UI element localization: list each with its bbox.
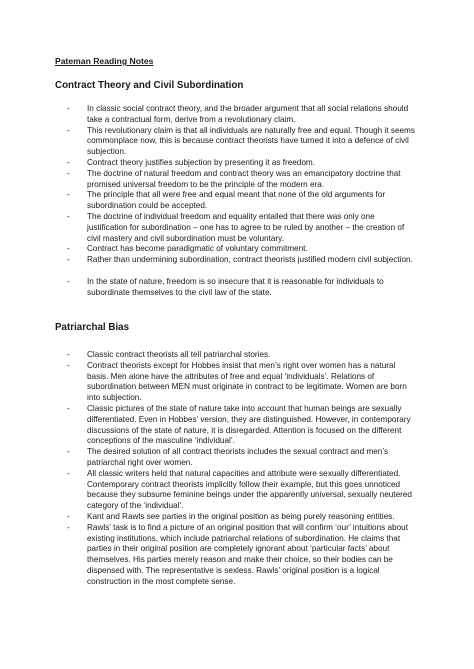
list-item-text: In classic social contract theory, and the broader argument that all social relations should take a contractual form, derive from a revolutionary claim. xyxy=(87,104,409,124)
list-item-text: The doctrine of natural freedom and contract theory was an emancipatory doctrine that promised universal freedom to be the principle of the modern era. xyxy=(87,168,401,189)
bullet-dash: - xyxy=(67,511,70,521)
list-item xyxy=(0,447,417,469)
bullet-dash: - xyxy=(67,168,70,178)
list-item xyxy=(0,104,417,126)
bullet-dash: - xyxy=(67,403,70,413)
document-title: Pateman Reading Notes xyxy=(55,56,154,66)
list-item-text: All classic writers held that natural capacities and attribute were sexually differentiated. Contemporary contract theorists implicitly follow their example, but this goes unnoticed because they subsume feminine beings under the apparently universal, sexually neutered category of the ‘individual’. xyxy=(87,468,412,511)
list-item xyxy=(0,469,417,512)
list-item xyxy=(0,169,417,191)
list-item xyxy=(0,350,417,361)
bullet-list-patriarchal-bias xyxy=(0,350,474,588)
bullet-dash: - xyxy=(67,190,70,200)
bullet-dash: - xyxy=(67,125,70,135)
list-item xyxy=(0,126,417,158)
list-item-text: Contract theorists except for Hobbes insist that men’s right over women has a natural basis. Men alone have the attributes of free and equal ‘individuals’. Relations of subordination between MEN must originate in contract to be legitimate. Women are born into subjection. xyxy=(87,360,407,403)
bullet-dash: - xyxy=(67,522,70,532)
bullet-dash: - xyxy=(67,468,70,478)
list-item-text: Contract theory justifies subjection by presenting it as freedom. xyxy=(87,157,315,167)
list-item-text: Contract has become paradigmatic of voluntary commitment. xyxy=(87,244,308,254)
list-item-text: This revolutionary claim is that all individuals are naturally free and equal. Though it seems commonplace now, this is because contract theorists have turned it into a defence of civil subjection. xyxy=(87,125,415,157)
list-item-text: Kant and Rawls see parties in the original position as being purely reasoning entities. xyxy=(87,511,395,521)
list-item xyxy=(0,361,417,404)
list-item-text: The doctrine of individual freedom and equality entailed that there was only one justification for subordination – one has to agree to be ruled by another – the creation of civil mastery and civil subordination must be voluntary. xyxy=(87,211,405,243)
list-item-text: In the state of nature, freedom is so insecure that it is reasonable for individuals to subordinate themselves to the civil law of the state. xyxy=(87,276,384,297)
bullet-dash: - xyxy=(67,350,70,359)
list-item-text: Classic contract theorists all tell patriarchal stories. xyxy=(87,350,271,359)
list-item-text: The principle that all were free and equal meant that none of the old arguments for subordination could be accepted. xyxy=(87,190,386,211)
list-item-text: Rather than undermining subordination, contract theorists justified modern civil subjection. xyxy=(87,255,413,265)
list-item-text: Classic pictures of the state of nature take into account that human beings are sexually differentiated. Even in Hobbes’ version, they are distinguished. However, in contemporary discussions of the state of nature, it is disregarded. Attention is focused on the different conceptions of the masculine ‘individual’. xyxy=(87,403,411,446)
bullet-dash: - xyxy=(67,244,70,254)
list-item xyxy=(0,512,417,523)
list-item xyxy=(0,158,417,169)
list-item-text: The desired solution of all contract theorists includes the sexual contract and men’s patriarchal right over women. xyxy=(87,447,389,467)
bullet-dash: - xyxy=(67,276,70,286)
list-item xyxy=(0,190,417,212)
bullet-dash: - xyxy=(67,104,70,113)
list-item xyxy=(0,523,417,588)
section-heading-contract-theory: Contract Theory and Civil Subordination xyxy=(55,80,244,91)
list-item xyxy=(0,244,417,255)
list-item xyxy=(0,212,417,244)
bullet-dash: - xyxy=(67,211,70,221)
bullet-dash: - xyxy=(67,360,70,370)
list-item-text: Rawls’ task is to find a picture of an original position that will confirm ‘our’ intuitions about existing institutions, which include patriarchal relations of subordination. He claims that parties in their original position are completely ignorant about ‘particular facts’ about themselves. His parties merely reason and make their choice, so their bodies can be dispensed with. The representative is sexless. Rawls’ original position is a logical construction in the most complete sense. xyxy=(87,522,408,586)
bullet-list-contract-theory xyxy=(0,104,474,298)
list-item xyxy=(0,404,417,447)
bullet-dash: - xyxy=(67,447,70,457)
bullet-dash: - xyxy=(67,157,70,167)
list-item xyxy=(0,277,417,299)
list-item xyxy=(0,255,417,277)
section-heading-patriarchal-bias: Patriarchal Bias xyxy=(55,322,130,333)
bullet-dash: - xyxy=(67,255,70,265)
